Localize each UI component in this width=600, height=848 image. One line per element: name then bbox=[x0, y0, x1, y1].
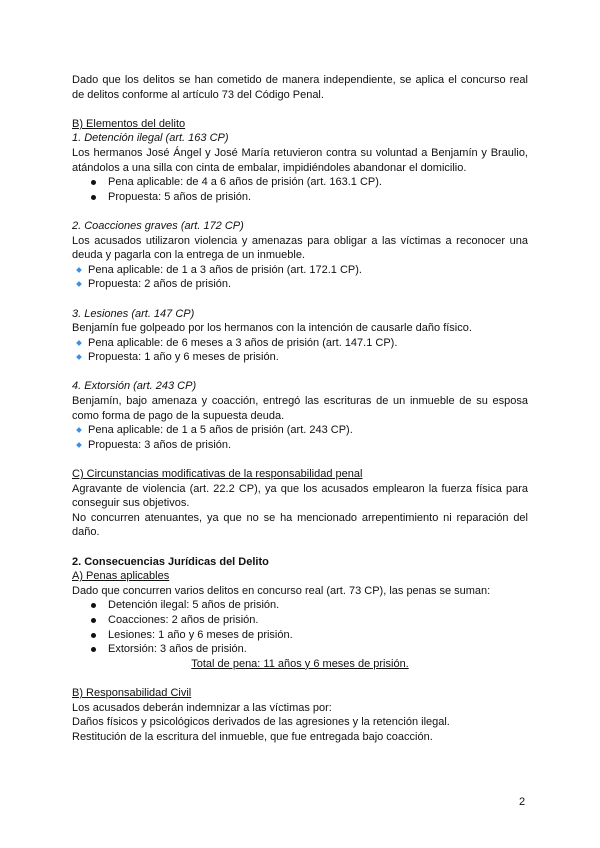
total-penalty-line bbox=[72, 657, 528, 672]
list-item: Lesiones: 1 año y 6 meses de prisión. bbox=[72, 628, 528, 643]
penalties-text: Dado que concurren varios delitos en concurso real (art. 73 CP), las penas se suman: bbox=[72, 584, 491, 597]
crime-title: 1. Detención ilegal (art. 163 CP) bbox=[72, 132, 229, 145]
list-item: Coacciones: 2 años de prisión. bbox=[72, 613, 528, 628]
crime-title: 4. Extorsión (art. 243 CP) bbox=[72, 380, 197, 393]
list-item: Pena aplicable: de 1 a 3 años de prisión (art. 172.1 CP). bbox=[72, 263, 528, 278]
list-item: Propuesta: 3 años de prisión. bbox=[72, 438, 528, 453]
document-page bbox=[72, 73, 528, 744]
crime-bullets bbox=[72, 263, 528, 292]
mitigating-paragraph: No concurren atenuantes, ya que no se ha mencionado arrepentimiento ni reparación del daño. bbox=[72, 511, 528, 539]
list-item: Pena aplicable: de 1 a 5 años de prisión (art. 243 CP). bbox=[72, 423, 528, 438]
civil-line: Daños físicos y psicológicos derivados de las agresiones y la retención ilegal. bbox=[72, 716, 450, 729]
list-item: Pena aplicable: de 6 meses a 3 años de prisión (art. 147.1 CP). bbox=[72, 336, 528, 351]
page-number: 2 bbox=[519, 796, 526, 808]
total-penalty: Total de pena: 11 años y 6 meses de prisión. bbox=[191, 657, 409, 670]
civil-line: Restitución de la escritura del inmueble, que fue entregada bajo coacción. bbox=[72, 730, 433, 743]
list-item: Propuesta: 2 años de prisión. bbox=[72, 277, 528, 292]
penalties-list bbox=[72, 598, 528, 656]
crime-bullets bbox=[72, 336, 528, 365]
section-2-heading: 2. Consecuencias Jurídicas del Delito bbox=[72, 555, 269, 568]
list-item: Detención ilegal: 5 años de prisión. bbox=[72, 598, 528, 613]
list-item: Extorsión: 3 años de prisión. bbox=[72, 642, 528, 657]
list-item: Propuesta: 1 año y 6 meses de prisión. bbox=[72, 350, 528, 365]
crime-text: Los hermanos José Ángel y José María retuvieron contra su voluntad a Benjamín y Braulio, atándolos a una silla con cinta de embalar, impidiéndoles abandonar el domicilio. bbox=[72, 146, 528, 174]
intro-paragraph: Dado que los delitos se han cometido de manera independiente, se aplica el concurso real de delitos conforme al artículo 73 del Código Penal. bbox=[72, 74, 528, 101]
civil-line: Los acusados deberán indemnizar a las víctimas por: bbox=[72, 701, 332, 714]
list-item: Propuesta: 5 años de prisión. bbox=[72, 190, 528, 205]
crime-bullets bbox=[72, 175, 528, 204]
section-b-heading: B) Elementos del delito bbox=[72, 117, 186, 130]
civil-liability-heading: B) Responsabilidad Civil bbox=[72, 686, 192, 699]
crime-bullets bbox=[72, 423, 528, 452]
penalties-heading: A) Penas aplicables bbox=[72, 570, 170, 583]
crime-text: Benjamín fue golpeado por los hermanos con la intención de causarle daño físico. bbox=[72, 322, 472, 335]
crime-title: 2. Coacciones graves (art. 172 CP) bbox=[72, 219, 244, 232]
list-item: Pena aplicable: de 4 a 6 años de prisión (art. 163.1 CP). bbox=[72, 175, 528, 190]
section-c-heading: C) Circunstancias modificativas de la responsabilidad penal bbox=[72, 468, 363, 481]
crime-text: Los acusados utilizaron violencia y amenazas para obligar a las víctimas a reconocer una deuda y pagarla con la entrega de un inmueble. bbox=[72, 234, 528, 262]
crime-title: 3. Lesiones (art. 147 CP) bbox=[72, 307, 195, 320]
crime-text: Benjamín, bajo amenaza y coacción, entregó las escrituras de un inmueble de su esposa como forma de pago de la supuesta deuda. bbox=[72, 395, 528, 422]
aggravating-paragraph: Agravante de violencia (art. 22.2 CP), ya que los acusados emplearon la fuerza física para conseguir sus objetivos. bbox=[72, 482, 528, 510]
